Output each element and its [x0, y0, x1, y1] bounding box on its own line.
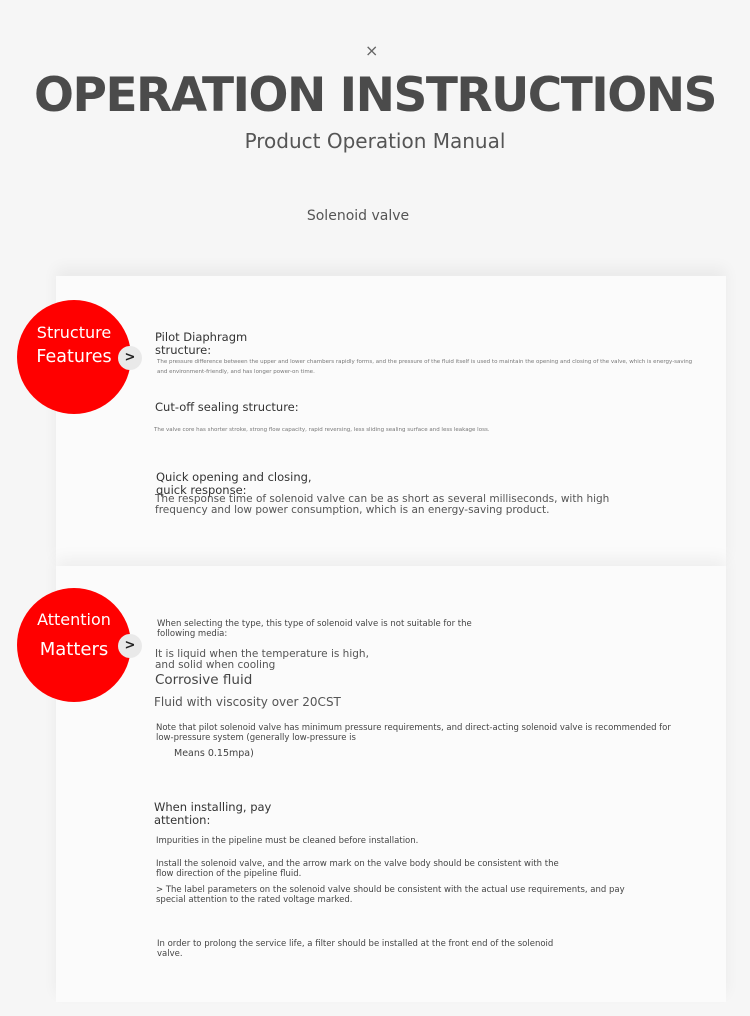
unsuitable-media-1: It is liquid when the temperature is high, and solid when cooling	[155, 648, 369, 671]
close-icon[interactable]: ×	[365, 41, 379, 60]
structure-arrow-button[interactable]: >	[118, 346, 142, 370]
structure-panel	[56, 276, 726, 566]
quick-response-text: The response time of solenoid valve can be as short as several milliseconds, with high frequency and low power consumption, which is an energy-saving product.	[155, 493, 610, 516]
badge-line-1: Structure	[36, 323, 112, 342]
pilot-diaphragm-heading: Pilot Diaphragm structure:	[155, 330, 248, 357]
pressure-value-note: Means 0.15mpa)	[174, 748, 254, 759]
product-name: Solenoid valve	[306, 208, 410, 224]
page-subtitle: Product Operation Manual	[244, 129, 506, 153]
install-note-4: In order to prolong the service life, a filter should be installed at the front end of the solenoid valve.	[157, 939, 554, 959]
cutoff-sealing-heading: Cut-off sealing structure:	[155, 400, 299, 414]
pilot-diaphragm-text: The pressure difference between the upper and lower chambers rapidly forms, and the pressure of the fluid itself is used to maintain the opening and closing of the valve, which is energy-saving and environment-friendly, and has longer power-on time.	[157, 359, 693, 375]
attention-arrow-button[interactable]: >	[118, 634, 142, 658]
unsuitable-media-2: Corrosive fluid	[155, 672, 253, 688]
badge-line-2: Matters	[39, 639, 109, 660]
unsuitable-media-3: Fluid with viscosity over 20CST	[154, 695, 341, 709]
install-note-1: Impurities in the pipeline must be cleaned before installation.	[156, 836, 419, 846]
attention-matters-badge	[17, 588, 131, 702]
cutoff-sealing-text: The valve core has shorter stroke, strong flow capacity, rapid reversing, less sliding sealing surface and less leakage loss.	[154, 427, 490, 433]
selecting-note: When selecting the type, this type of solenoid valve is not suitable for the following media:	[157, 619, 472, 639]
badge-line-1: Attention	[37, 610, 111, 629]
page-title: OPERATION INSTRUCTIONS	[34, 68, 716, 123]
install-note-2: Install the solenoid valve, and the arrow mark on the valve body should be consistent with the flow direction of the pipeline fluid.	[156, 859, 559, 879]
pilot-pressure-note: Note that pilot solenoid valve has minimum pressure requirements, and direct-acting solenoid valve is recommended for low-pressure system (generally low-pressure is	[156, 723, 671, 743]
installing-heading: When installing, pay attention:	[154, 800, 272, 827]
badge-line-2: Features	[36, 347, 112, 367]
structure-features-badge	[17, 300, 131, 414]
install-note-3: > The label parameters on the solenoid valve should be consistent with the actual use requirements, and pay special attention to the rated voltage marked.	[156, 885, 625, 905]
quick-response-heading: Quick opening and closing, quick response:	[156, 470, 312, 497]
